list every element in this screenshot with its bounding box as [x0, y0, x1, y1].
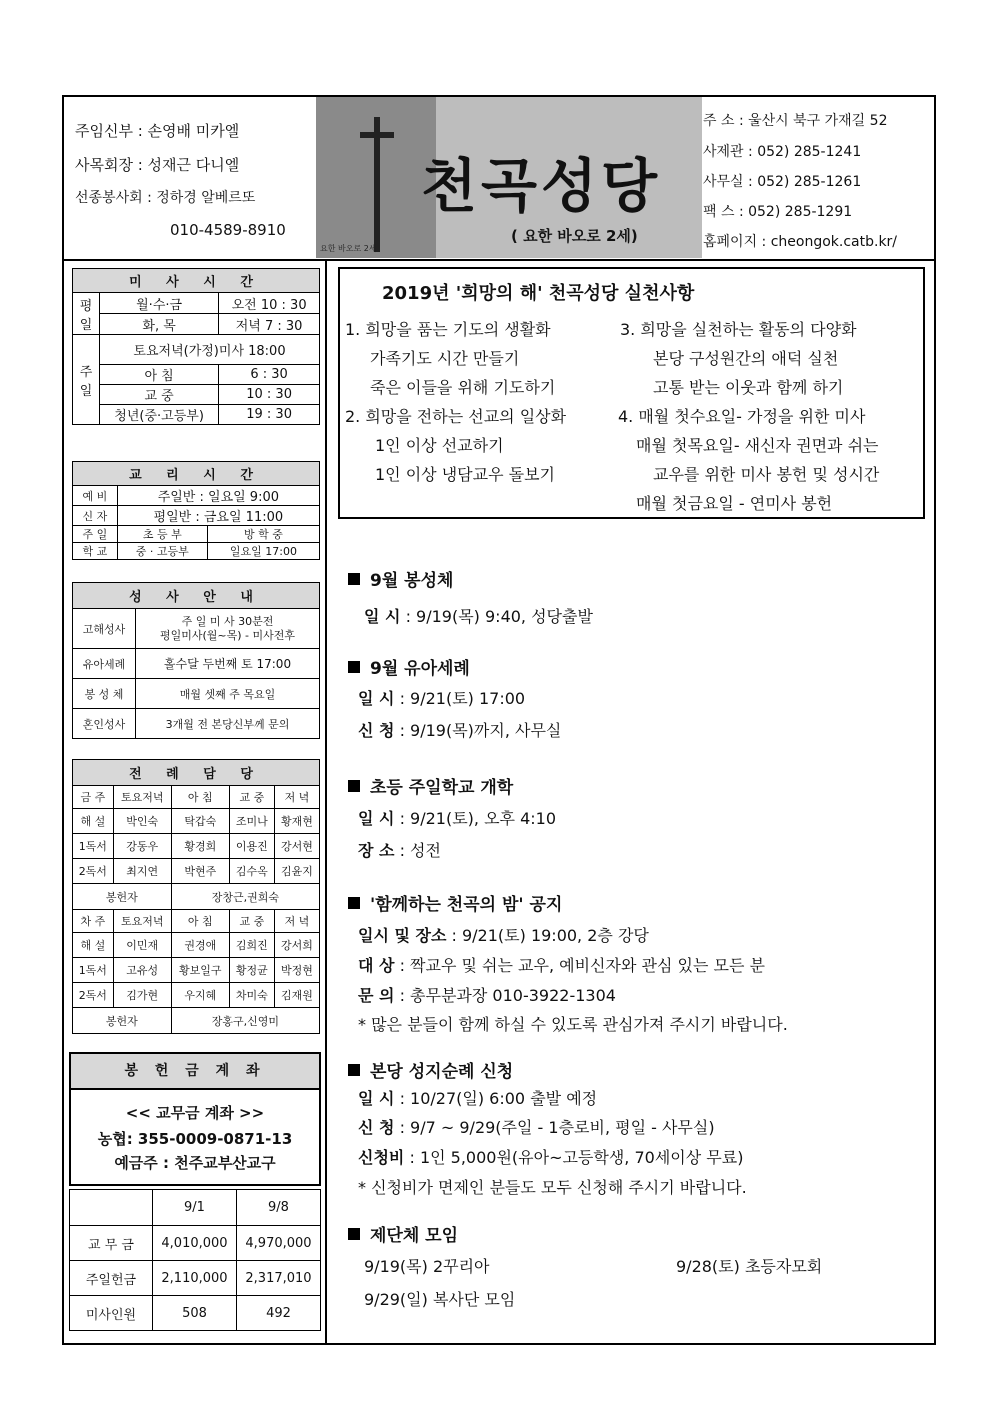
practice-heading: 2019년 '희망의 해' 천곡성당 실천사항	[382, 283, 695, 304]
sunday-mass-name: 교 중	[100, 385, 219, 405]
liturgy-cell: 김희진	[229, 933, 274, 958]
communion-label: 봉 성 체	[73, 679, 136, 709]
elementary-label: 초 등 부	[117, 526, 207, 543]
notice-key: 신 청	[358, 721, 395, 740]
notice-title	[348, 1057, 513, 1082]
liturgy-role: 1독서	[73, 834, 114, 859]
liturgy-head: 저 녁	[274, 786, 319, 809]
liturgy-cell: 박인숙	[113, 809, 171, 834]
bullet-square-icon	[348, 780, 360, 792]
confession-value	[136, 609, 320, 649]
notice-value: * 신청비가 면제인 분들도 모두 신청해 주시기 바랍니다.	[358, 1178, 747, 1197]
notice-line	[358, 1175, 747, 1198]
liturgy-head: 토요저녁	[113, 786, 171, 809]
offertory-names: 장홍구,신영미	[171, 1008, 319, 1034]
notice-value: 9/28(토) 초등자모회	[676, 1257, 823, 1276]
weekday-label: 평일	[73, 293, 100, 335]
sacrament-table	[72, 582, 320, 739]
notice-line	[358, 923, 649, 946]
liturgy-cell: 황재현	[274, 809, 319, 834]
notice-value: : 9/21(토) 19:00, 2층 강당	[446, 926, 649, 945]
liturgy-cell: 이민재	[113, 933, 171, 958]
practice-item: 매월 첫금요일 - 연미사 봉헌	[636, 494, 833, 513]
funeral-service-label: 선종봉사회 : 정하경 알베르또	[75, 190, 256, 206]
notice-value: 9/19(목) 2꾸리아	[364, 1257, 490, 1276]
notice-key: 일시 및 장소	[358, 926, 447, 945]
offering-value: 4,970,000	[237, 1226, 321, 1261]
notice-line	[364, 604, 593, 627]
notice-value: : 9/21(토), 오후 4:10	[394, 809, 557, 828]
weekday-days: 월·수·금	[100, 293, 219, 314]
practice-item: 고통 받는 이웃과 함께 하기	[653, 378, 844, 397]
account-number: 농협: 355-0009-0871-13	[97, 1130, 293, 1148]
notice-title	[348, 566, 453, 591]
fax: 팩 스 : 052) 285-1291	[703, 204, 853, 220]
column-divider	[325, 259, 327, 1345]
confession-weekday: 평일미사(월~목) - 미사전후	[159, 628, 296, 642]
liturgy-cell: 차미숙	[229, 983, 274, 1008]
liturgy-cell: 이용진	[229, 834, 274, 859]
liturgy-cell: 김윤지	[274, 859, 319, 884]
liturgy-role: 2독서	[73, 859, 114, 884]
practice-item: 3. 희망을 실천하는 활동의 다양화	[620, 320, 857, 339]
mass-times-title: 미 사 시 간	[73, 269, 320, 293]
communion-value: 매월 셋째 주 목요일	[136, 679, 320, 709]
practice-item: 가족기도 시간 만들기	[370, 349, 520, 368]
infant-baptism-label: 유아세례	[73, 649, 136, 679]
confession-label: 고해성사	[73, 609, 136, 649]
practice-item: 매월 첫목요일- 새신자 권면과 쉬는	[636, 436, 879, 455]
offering-value: 4,010,000	[153, 1226, 237, 1261]
notice-line	[676, 1254, 822, 1277]
parish-banner	[316, 97, 702, 258]
liturgy-table	[72, 759, 320, 1034]
liturgy-cell: 강동우	[113, 834, 171, 859]
offering-date: 9/8	[237, 1190, 321, 1226]
parish-title: 천곡성당	[420, 152, 662, 220]
catechumen-weekday: 평일반 : 금요일 11:00	[117, 506, 319, 526]
marriage-value: 3개월 전 본당신부께 문의	[136, 709, 320, 739]
notice-value: : 1인 5,000원(유아~고등학생, 70세이상 무료)	[404, 1148, 744, 1167]
liturgy-cell: 최지연	[113, 859, 171, 884]
council-label: 사목회장 : 성재근 다니엘	[75, 156, 240, 174]
practice-item: 1. 희망을 품는 기도의 생활화	[345, 320, 551, 339]
practice-item: 죽은 이들을 위해 기도하기	[370, 378, 556, 397]
confession-sunday: 주 일 미 사 30분전	[181, 614, 274, 628]
notice-title	[348, 1221, 458, 1246]
catechumen-sunday: 주일반 : 일요일 9:00	[117, 486, 319, 506]
sunday-school-label: 학 교	[73, 543, 118, 560]
notice-key: 일 시	[358, 689, 395, 708]
notice-title-text: 9월 봉성체	[370, 571, 454, 591]
notice-key: 신청비	[358, 1148, 405, 1167]
signature: 요한 바오로 2세	[320, 244, 377, 253]
notice-title-text: 제단체 모임	[370, 1226, 459, 1246]
offering-value: 508	[153, 1296, 237, 1331]
liturgy-cell: 권경애	[171, 933, 229, 958]
liturgy-cell: 황경희	[171, 834, 229, 859]
liturgy-cell: 박정현	[274, 958, 319, 983]
infant-baptism-value: 홀수달 두번째 토 17:00	[136, 649, 320, 679]
notice-value: : 9/7 ~ 9/29(주일 - 1층로비, 평일 - 사무실)	[394, 1118, 715, 1137]
catechumen-label: 신 자	[73, 506, 118, 526]
notice-key: 문 의	[358, 986, 395, 1005]
offering-corner	[70, 1190, 153, 1226]
liturgy-role: 1독서	[73, 958, 114, 983]
notice-value: : 총무분과장 010-3922-1304	[394, 986, 616, 1005]
bullet-square-icon	[348, 661, 360, 673]
liturgy-role: 해 설	[73, 809, 114, 834]
notice-key: 대 상	[358, 956, 395, 975]
liturgy-role: 해 설	[73, 933, 114, 958]
middle-high-time: 일요일 17:00	[207, 543, 319, 560]
account-heading: << 교무금 계좌 >>	[125, 1104, 265, 1122]
sacrament-title: 성 사 안 내	[73, 583, 320, 609]
sunday-mass-name: 아 침	[100, 365, 219, 385]
liturgy-cell: 탁갑숙	[171, 809, 229, 834]
liturgy-head: 교 중	[229, 910, 274, 933]
liturgy-cell: 황정균	[229, 958, 274, 983]
catechumen-label: 예 비	[73, 486, 118, 506]
notice-title	[348, 654, 470, 679]
weekday-days: 화, 목	[100, 314, 219, 335]
liturgy-cell: 조미나	[229, 809, 274, 834]
notice-line	[358, 806, 556, 829]
offertory-names: 장창근,권희숙	[171, 884, 319, 910]
practice-item: 교우를 위한 미사 봉헌 및 성시간	[653, 465, 880, 484]
notice-line	[358, 1115, 715, 1138]
liturgy-head: 아 침	[171, 786, 229, 809]
liturgy-cell: 박현주	[171, 859, 229, 884]
offertory-label: 봉헌자	[73, 1008, 172, 1034]
bullet-square-icon	[348, 573, 360, 585]
notice-line	[358, 983, 616, 1006]
address: 주 소 : 울산시 북구 가재길 52	[703, 113, 888, 129]
notice-title	[348, 773, 513, 798]
practice-item: 1인 이상 냉담교우 돌보기	[375, 465, 555, 484]
notice-key: 신 청	[358, 1118, 395, 1137]
notice-title-text: 초등 주일학교 개학	[370, 778, 514, 798]
offering-value: 2,110,000	[153, 1261, 237, 1296]
crucifix-bar	[360, 132, 394, 138]
marriage-label: 혼인성사	[73, 709, 136, 739]
notice-line	[358, 1086, 597, 1109]
practice-item: 2. 희망을 전하는 선교의 일상화	[345, 407, 567, 426]
elementary-status: 방 학 중	[207, 526, 319, 543]
practice-item: 본당 구성원간의 애덕 실천	[653, 349, 839, 368]
liturgy-title: 전 례 담 당	[73, 760, 320, 786]
account-holder: 예금주 : 천주교부산교구	[114, 1154, 276, 1172]
rectory-phone: 사제관 : 052) 285-1241	[703, 144, 862, 160]
notice-line	[358, 838, 441, 861]
weekday-time: 저녁 7 : 30	[219, 314, 320, 335]
office-phone: 사무실 : 052) 285-1261	[703, 174, 862, 190]
sunday-label: 주일	[73, 335, 100, 425]
practice-item: 1인 이상 선교하기	[375, 436, 504, 455]
liturgy-head: 아 침	[171, 910, 229, 933]
liturgy-cell: 김재원	[274, 983, 319, 1008]
notice-value: : 성전	[394, 841, 441, 860]
notice-value: : 9/19(목)까지, 사무실	[394, 721, 562, 740]
notice-title-text: '함께하는 천곡의 밤' 공지	[370, 895, 563, 915]
liturgy-role: 2독서	[73, 983, 114, 1008]
doctrine-title: 교 리 시 간	[73, 462, 320, 486]
offering-table	[69, 1189, 321, 1331]
saturday-mass: 토요저녁(가정)미사 18:00	[100, 335, 320, 365]
notice-line	[358, 718, 561, 741]
sunday-mass-time: 10 : 30	[219, 385, 320, 405]
notice-value: * 많은 분들이 함께 하실 수 있도록 관심가져 주시기 바랍니다.	[358, 1015, 788, 1034]
doctrine-table	[72, 461, 320, 560]
liturgy-cell: 강서현	[274, 834, 319, 859]
middle-high-label: 중 · 고등부	[117, 543, 207, 560]
sunday-mass-time: 6 : 30	[219, 365, 320, 385]
sunday-school-label: 주 일	[73, 526, 118, 543]
notice-line	[364, 1254, 490, 1277]
offering-value: 2,317,010	[237, 1261, 321, 1296]
mass-times-table	[72, 268, 320, 425]
liturgy-head: 금 주	[73, 786, 114, 809]
funeral-phone: 010-4589-8910	[170, 221, 286, 239]
notice-value: : 9/21(토) 17:00	[394, 689, 526, 708]
homepage-link[interactable]: 홈페이지 : cheongok.catb.kr/	[703, 234, 898, 250]
bullet-square-icon	[348, 897, 360, 909]
practice-item: 4. 매월 첫수요일- 가정을 위한 미사	[618, 407, 866, 426]
header-divider	[62, 259, 936, 261]
liturgy-cell: 우지혜	[171, 983, 229, 1008]
notice-line	[358, 1012, 788, 1035]
offertory-label: 봉헌자	[73, 884, 172, 910]
notice-line	[358, 953, 765, 976]
notice-title-text: 9월 유아세례	[370, 659, 470, 679]
notice-key: 장 소	[358, 841, 395, 860]
liturgy-head: 토요저녁	[113, 910, 171, 933]
offering-date: 9/1	[153, 1190, 237, 1226]
bullet-square-icon	[348, 1228, 360, 1240]
sunday-mass-name: 청년(중·고등부)	[100, 405, 219, 425]
liturgy-cell: 김가현	[113, 983, 171, 1008]
offering-row-label: 교 무 금	[70, 1226, 153, 1261]
offering-value: 492	[237, 1296, 321, 1331]
notice-line	[358, 1145, 743, 1168]
liturgy-head: 차 주	[73, 910, 114, 933]
liturgy-head: 교 중	[229, 786, 274, 809]
account-title: 봉 헌 금 계 좌	[71, 1054, 319, 1090]
practice-box	[338, 267, 925, 519]
liturgy-head: 저 녁	[274, 910, 319, 933]
notice-line	[364, 1287, 515, 1310]
parish-subtitle: ( 요한 바오로 2세)	[511, 227, 638, 245]
offering-account-box	[69, 1052, 321, 1186]
notice-value: : 10/27(일) 6:00 출발 예정	[394, 1089, 598, 1108]
notice-value: : 9/19(목) 9:40, 성당출발	[400, 607, 593, 626]
notice-value: : 짝교우 및 쉬는 교우, 예비신자와 관심 있는 모든 분	[394, 956, 765, 975]
sunday-mass-time: 19 : 30	[219, 405, 320, 425]
notice-key: 일 시	[358, 1089, 395, 1108]
offering-row-label: 미사인원	[70, 1296, 153, 1331]
bullet-square-icon	[348, 1064, 360, 1076]
offering-row-label: 주일헌금	[70, 1261, 153, 1296]
pastor-label: 주임신부 : 손영배 미카엘	[75, 122, 240, 140]
liturgy-cell: 황보일구	[171, 958, 229, 983]
notice-line	[358, 686, 525, 709]
weekday-time: 오전 10 : 30	[219, 293, 320, 314]
notice-value: 9/29(일) 복사단 모임	[364, 1290, 516, 1309]
notice-title-text: 본당 성지순례 신청	[370, 1062, 514, 1082]
notice-title	[348, 890, 562, 915]
liturgy-cell: 강서희	[274, 933, 319, 958]
notice-key: 일 시	[364, 607, 401, 626]
notice-key: 일 시	[358, 809, 395, 828]
liturgy-cell: 김수옥	[229, 859, 274, 884]
liturgy-cell: 고유성	[113, 958, 171, 983]
